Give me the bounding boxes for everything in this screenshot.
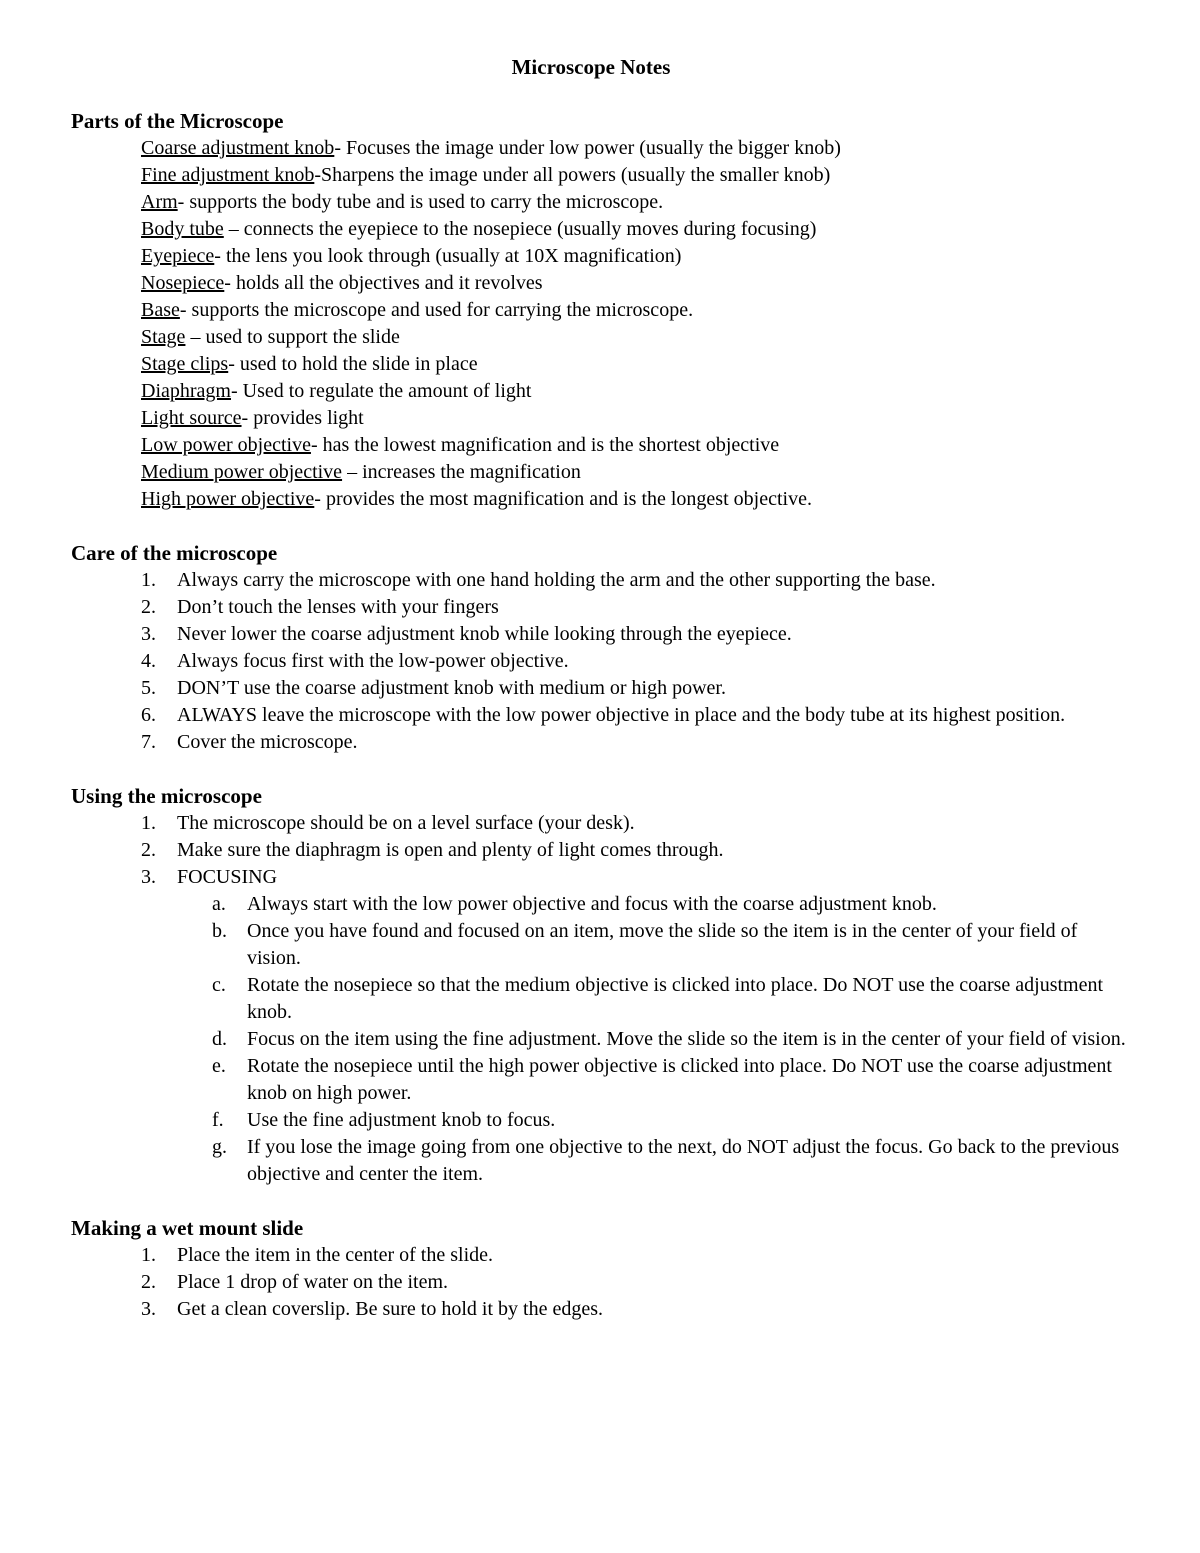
item-number: 2. xyxy=(141,596,156,618)
wet-mount-heading: Making a wet mount slide xyxy=(71,1216,304,1240)
page-title: Microscope Notes xyxy=(511,55,671,79)
item-text: ALWAYS leave the microscope with the low power objective in place and the body tube at its highest position. xyxy=(177,704,1066,726)
step-text: Rotate the nosepiece until the high power objective is clicked into place. Do NOT use the coarse adjustment knob on high power. xyxy=(247,1055,1112,1104)
part-item xyxy=(141,243,1131,270)
care-heading: Care of the microscope xyxy=(71,541,278,565)
part-item xyxy=(141,270,1131,297)
step-text: Rotate the nosepiece so that the medium objective is clicked into place. Do NOT use the coarse adjustment knob. xyxy=(247,974,1104,1023)
part-item xyxy=(141,162,1131,189)
wet-mount-list xyxy=(71,1242,1131,1323)
part-term: Base xyxy=(141,299,180,321)
step-letter: b. xyxy=(212,920,227,942)
care-list xyxy=(71,567,1131,756)
step-letter: d. xyxy=(212,1028,227,1050)
part-term: Stage xyxy=(141,326,186,348)
item-text: Never lower the coarse adjustment knob while looking through the eyepiece. xyxy=(177,623,792,645)
using-heading: Using the microscope xyxy=(71,784,262,808)
using-list xyxy=(71,810,1131,1188)
parts-heading: Parts of the Microscope xyxy=(71,109,284,133)
wet-mount-item xyxy=(71,1242,1131,1269)
part-term: Body tube xyxy=(141,218,224,240)
step-letter: a. xyxy=(212,893,226,915)
focusing-step xyxy=(177,1026,1131,1053)
step-text: Focus on the item using the fine adjustment. Move the slide so the item is in the center of your field of vision. xyxy=(247,1028,1126,1050)
item-number: 1. xyxy=(141,569,156,591)
part-term: Low power objective xyxy=(141,434,311,456)
focusing-steps xyxy=(177,891,1131,1188)
part-term: Stage clips xyxy=(141,353,229,375)
part-description: - provides light xyxy=(241,407,364,429)
using-item-focusing xyxy=(71,864,1131,1188)
part-item xyxy=(141,297,1131,324)
parts-list xyxy=(71,135,1131,513)
focusing-step xyxy=(177,891,1131,918)
item-number: 2. xyxy=(141,1271,156,1293)
document-body xyxy=(71,108,1131,1350)
item-text: Place 1 drop of water on the item. xyxy=(177,1271,449,1293)
care-item xyxy=(71,621,1131,648)
part-description: – used to support the slide xyxy=(185,326,400,348)
focusing-step xyxy=(177,918,1131,972)
part-term: Medium power objective xyxy=(141,461,343,483)
part-description: - the lens you look through (usually at 10X magnification) xyxy=(214,245,682,267)
wet-mount-item xyxy=(71,1269,1131,1296)
parts-section xyxy=(71,108,1131,513)
part-term: Light source xyxy=(141,407,242,429)
item-text: The microscope should be on a level surface (your desk). xyxy=(177,812,635,834)
part-item xyxy=(141,324,1131,351)
care-item xyxy=(71,702,1131,729)
item-text: Get a clean coverslip. Be sure to hold it by the edges. xyxy=(177,1298,603,1320)
item-text: Place the item in the center of the slide. xyxy=(177,1244,493,1266)
item-number: 3. xyxy=(141,1298,156,1320)
care-item xyxy=(71,729,1131,756)
part-description: – connects the eyepiece to the nosepiece (usually moves during focusing) xyxy=(223,218,817,240)
step-letter: c. xyxy=(212,974,226,996)
using-item xyxy=(71,837,1131,864)
item-text: DON’T use the coarse adjustment knob with medium or high power. xyxy=(177,677,726,699)
item-number: 4. xyxy=(141,650,156,672)
part-term: Coarse adjustment knob xyxy=(141,137,335,159)
part-term: Arm xyxy=(141,191,178,213)
part-item xyxy=(141,486,1131,513)
step-text: Always start with the low power objective and focus with the coarse adjustment knob. xyxy=(247,893,937,915)
care-item xyxy=(71,594,1131,621)
item-number: 3. xyxy=(141,623,156,645)
item-number: 2. xyxy=(141,839,156,861)
care-item xyxy=(71,567,1131,594)
wet-mount-section xyxy=(71,1215,1131,1323)
part-item xyxy=(141,135,1131,162)
item-number: 3. xyxy=(141,866,156,888)
item-number: 7. xyxy=(141,731,156,753)
item-text: Always focus first with the low-power objective. xyxy=(177,650,569,672)
focusing-step xyxy=(177,972,1131,1026)
item-text: FOCUSING xyxy=(177,866,278,888)
part-description: – increases the magnification xyxy=(342,461,581,483)
part-description: - supports the body tube and is used to carry the microscope. xyxy=(177,191,664,213)
step-letter: e. xyxy=(212,1055,226,1077)
part-item xyxy=(141,432,1131,459)
using-section xyxy=(71,783,1131,1188)
wet-mount-item xyxy=(71,1296,1131,1323)
step-text: Use the fine adjustment knob to focus. xyxy=(247,1109,556,1131)
part-item xyxy=(141,189,1131,216)
part-term: Diaphragm xyxy=(141,380,231,402)
part-item xyxy=(141,216,1131,243)
item-text: Don’t touch the lenses with your fingers xyxy=(177,596,499,618)
part-term: High power objective xyxy=(141,488,315,510)
item-number: 5. xyxy=(141,677,156,699)
part-term: Eyepiece xyxy=(141,245,215,267)
step-text: If you lose the image going from one objective to the next, do NOT adjust the focus. Go back to the previous objective and center the item. xyxy=(247,1136,1120,1185)
step-letter: g. xyxy=(212,1136,227,1158)
using-item xyxy=(71,810,1131,837)
part-description: - Focuses the image under low power (usually the bigger knob) xyxy=(334,137,841,159)
part-description: - provides the most magnification and is the longest objective. xyxy=(314,488,812,510)
part-item xyxy=(141,405,1131,432)
focusing-step xyxy=(177,1107,1131,1134)
item-number: 1. xyxy=(141,812,156,834)
focusing-step xyxy=(177,1053,1131,1107)
care-item xyxy=(71,675,1131,702)
part-description: -Sharpens the image under all powers (usually the smaller knob) xyxy=(314,164,831,186)
part-description: - supports the microscope and used for carrying the microscope. xyxy=(179,299,694,321)
step-letter: f. xyxy=(212,1109,224,1131)
part-description: - has the lowest magnification and is the shortest objective xyxy=(310,434,780,456)
part-term: Nosepiece xyxy=(141,272,225,294)
part-item xyxy=(141,378,1131,405)
part-description: - holds all the objectives and it revolves xyxy=(224,272,543,294)
part-item xyxy=(141,351,1131,378)
part-item xyxy=(141,459,1131,486)
part-description: - used to hold the slide in place xyxy=(228,353,478,375)
item-text: Make sure the diaphragm is open and plenty of light comes through. xyxy=(177,839,724,861)
care-item xyxy=(71,648,1131,675)
focusing-step xyxy=(177,1134,1131,1188)
item-text: Always carry the microscope with one hand holding the arm and the other supporting the base. xyxy=(177,569,936,591)
item-text: Cover the microscope. xyxy=(177,731,358,753)
part-term: Fine adjustment knob xyxy=(141,164,315,186)
care-section xyxy=(71,540,1131,756)
item-number: 6. xyxy=(141,704,156,726)
part-description: - Used to regulate the amount of light xyxy=(230,380,532,402)
step-text: Once you have found and focused on an item, move the slide so the item is in the center of your field of vision. xyxy=(247,920,1078,969)
item-number: 1. xyxy=(141,1244,156,1266)
